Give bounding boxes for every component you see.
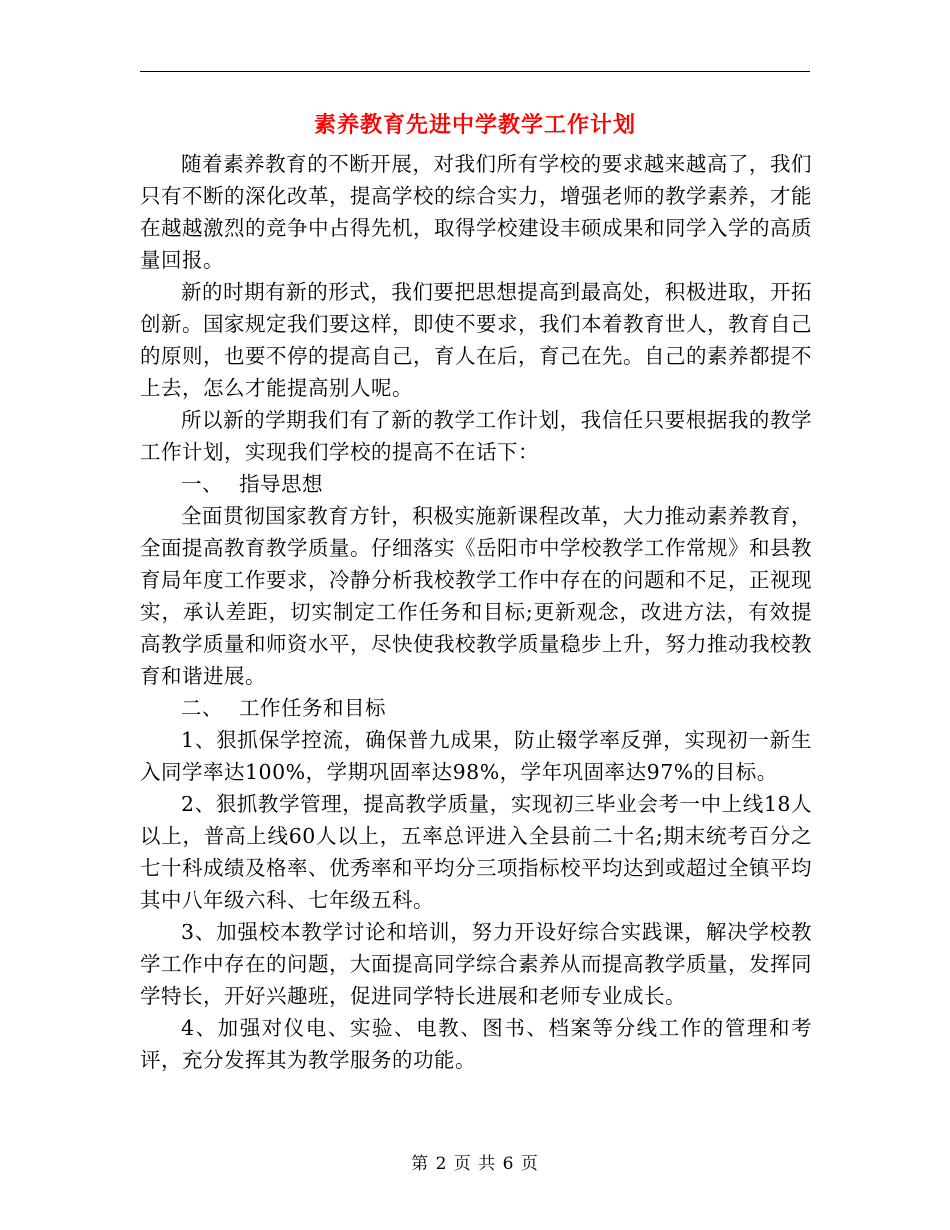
section-2-heading	[140, 692, 812, 724]
section-2-title: 工作任务和目标	[239, 696, 386, 720]
section-2-item-2: 2、狠抓教学管理，提高教学质量，实现初三毕业会考一中上线18人以上，普高上线60人以上，五率总评进入全县前二十名;期末统考百分之七十科成绩及格率、优秀率和平均分三项指标校平均达到或超过全镇平均其中八年级六科、七年级五科。	[140, 792, 812, 912]
document-title: 素养教育先进中学教学工作计划	[313, 112, 636, 138]
section-1-paragraph: 全面贯彻国家教育方针，积极实施新课程改革，大力推动素养教育，全面提高教育教学质量。仔细落实《岳阳市中学校教学工作常规》和县教育局年度工作要求，冷静分析我校教学工作中存在的问题和不足，正视现实，承认差距，切实制定工作任务和目标;更新观念，改进方法，有效提高教学质量和师资水平，尽快使我校教学质量稳步上升，努力推动我校教育和谐进展。	[140, 504, 812, 688]
page-number-footer: 第 2 页 共 6 页	[411, 1154, 539, 1174]
section-1-title: 指导思想	[239, 472, 323, 496]
header-rule	[140, 71, 810, 72]
document-body	[140, 148, 812, 1076]
section-2-number: 二、	[181, 696, 223, 720]
intro-paragraph-2: 新的时期有新的形式，我们要把思想提高到最高处，积极进取，开拓创新。国家规定我们要这样，即使不要求，我们本着教育世人，教育自己的原则，也要不停的提高自己，育人在后，育己在先。自己的素养都提不上去，怎么才能提高别人呢。	[140, 280, 812, 400]
intro-paragraph-3: 所以新的学期我们有了新的教学工作计划，我信任只要根据我的教学工作计划，实现我们学校的提高不在话下：	[140, 408, 812, 464]
section-2-item-3: 3、加强校本教学讨论和培训，努力开设好综合实践课，解决学校教学工作中存在的问题，大面提高同学综合素养从而提高教学质量，发挥同学特长，开好兴趣班，促进同学特长进展和老师专业成长。	[140, 920, 812, 1008]
section-1-number: 一、	[181, 472, 223, 496]
intro-paragraph-1: 随着素养教育的不断开展，对我们所有学校的要求越来越高了，我们只有不断的深化改革，提高学校的综合实力，增强老师的教学素养，才能在越越激烈的竞争中占得先机，取得学校建设丰硕成果和同学入学的高质量回报。	[140, 152, 812, 272]
section-1-heading	[140, 468, 812, 500]
section-2-item-4: 4、加强对仪电、实验、电教、图书、档案等分线工作的管理和考评，充分发挥其为教学服务的功能。	[140, 1016, 812, 1072]
section-2-item-1: 1、狠抓保学控流，确保普九成果，防止辍学率反弹，实现初一新生入同学率达100%，学期巩固率达98%，学年巩固率达97%的目标。	[140, 728, 812, 784]
